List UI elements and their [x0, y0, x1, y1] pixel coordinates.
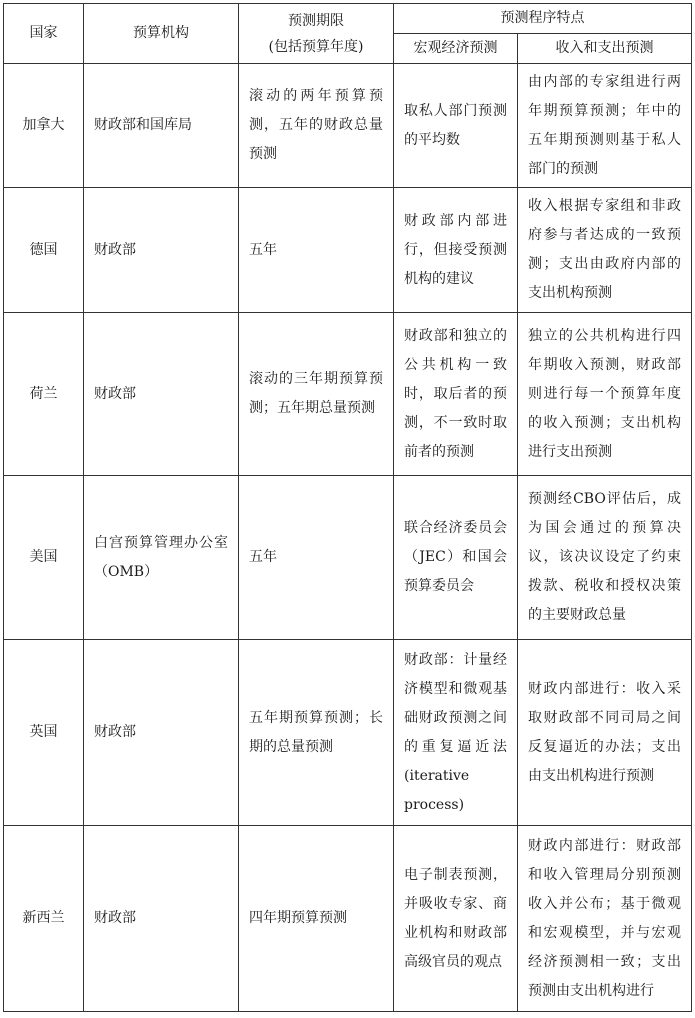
cell-revexp: 财政内部进行：财政部和收入管理局分别预测收入并公布；基于微观和宏观模型，并与宏观经济预测相一致；支出预测由支出机构进行: [518, 826, 692, 1012]
cell-country: 新西兰: [4, 826, 84, 1012]
cell-macro: 财政部：计量经济模型和微观基础财政预测之间的重复逼近法 (iterative process): [394, 640, 518, 826]
cell-period: 滚动的两年预算预测，五年的财政总量预测: [239, 64, 394, 188]
cell-country: 英国: [4, 640, 84, 826]
table-row: [4, 64, 692, 188]
cell-macro: 财政部内部进行，但接受预测机构的建议: [394, 188, 518, 313]
cell-revexp: 财政内部进行：收入采取财政部不同司局之间反复逼近的办法；支出由支出机构进行预测: [518, 640, 692, 826]
cell-macro: 财政部和独立的公共机构一致时，取后者的预测，不一致时取前者的预测: [394, 313, 518, 476]
cell-country: 荷兰: [4, 313, 84, 476]
cell-country: 德国: [4, 188, 84, 313]
header-agency: 预算机构: [84, 4, 239, 64]
cell-country: 加拿大: [4, 64, 84, 188]
header-revexp: 收入和支出预测: [518, 34, 692, 64]
cell-revexp: 由内部的专家组进行两年期预算预测；年中的五年期预测则基于私人部门的预测: [518, 64, 692, 188]
cell-agency: 财政部: [84, 826, 239, 1012]
cell-agency: 白宫预算管理办公室（OMB）: [84, 476, 239, 640]
header-features: 预测程序特点: [394, 4, 692, 34]
table-row: [4, 188, 692, 313]
cell-revexp: 预测经CBO评估后，成为国会通过的预算决议，该决议设定了约束拨款、税收和授权决策的主要财政总量: [518, 476, 692, 640]
cell-macro: 电子制表预测，并吸收专家、商业机构和财政部高级官员的观点: [394, 826, 518, 1012]
table-row: [4, 476, 692, 640]
header-period: 预测期限 (包括预算年度): [239, 4, 394, 64]
cell-agency: 财政部: [84, 313, 239, 476]
cell-revexp: 收入根据专家组和非政府参与者达成的一致预测；支出由政府内部的支出机构预测: [518, 188, 692, 313]
cell-agency: 财政部: [84, 188, 239, 313]
budget-forecast-table: [3, 3, 692, 1012]
cell-macro: 取私人部门预测的平均数: [394, 64, 518, 188]
cell-period: 五年: [239, 188, 394, 313]
table-row: [4, 313, 692, 476]
header-macro: 宏观经济预测: [394, 34, 518, 64]
cell-agency: 财政部和国库局: [84, 64, 239, 188]
cell-agency: 财政部: [84, 640, 239, 826]
header-row: [4, 4, 692, 34]
cell-period: 五年: [239, 476, 394, 640]
table-row: [4, 640, 692, 826]
header-country: 国家: [4, 4, 84, 64]
cell-period: 滚动的三年期预算预测；五年期总量预测: [239, 313, 394, 476]
cell-period: 四年期预算预测: [239, 826, 394, 1012]
cell-country: 美国: [4, 476, 84, 640]
cell-period: 五年期预算预测；长期的总量预测: [239, 640, 394, 826]
cell-revexp: 独立的公共机构进行四年期收入预测，财政部则进行每一个预算年度的收入预测；支出机构进行支出预测: [518, 313, 692, 476]
cell-macro: 联合经济委员会（JEC）和国会预算委员会: [394, 476, 518, 640]
table-row: [4, 826, 692, 1012]
